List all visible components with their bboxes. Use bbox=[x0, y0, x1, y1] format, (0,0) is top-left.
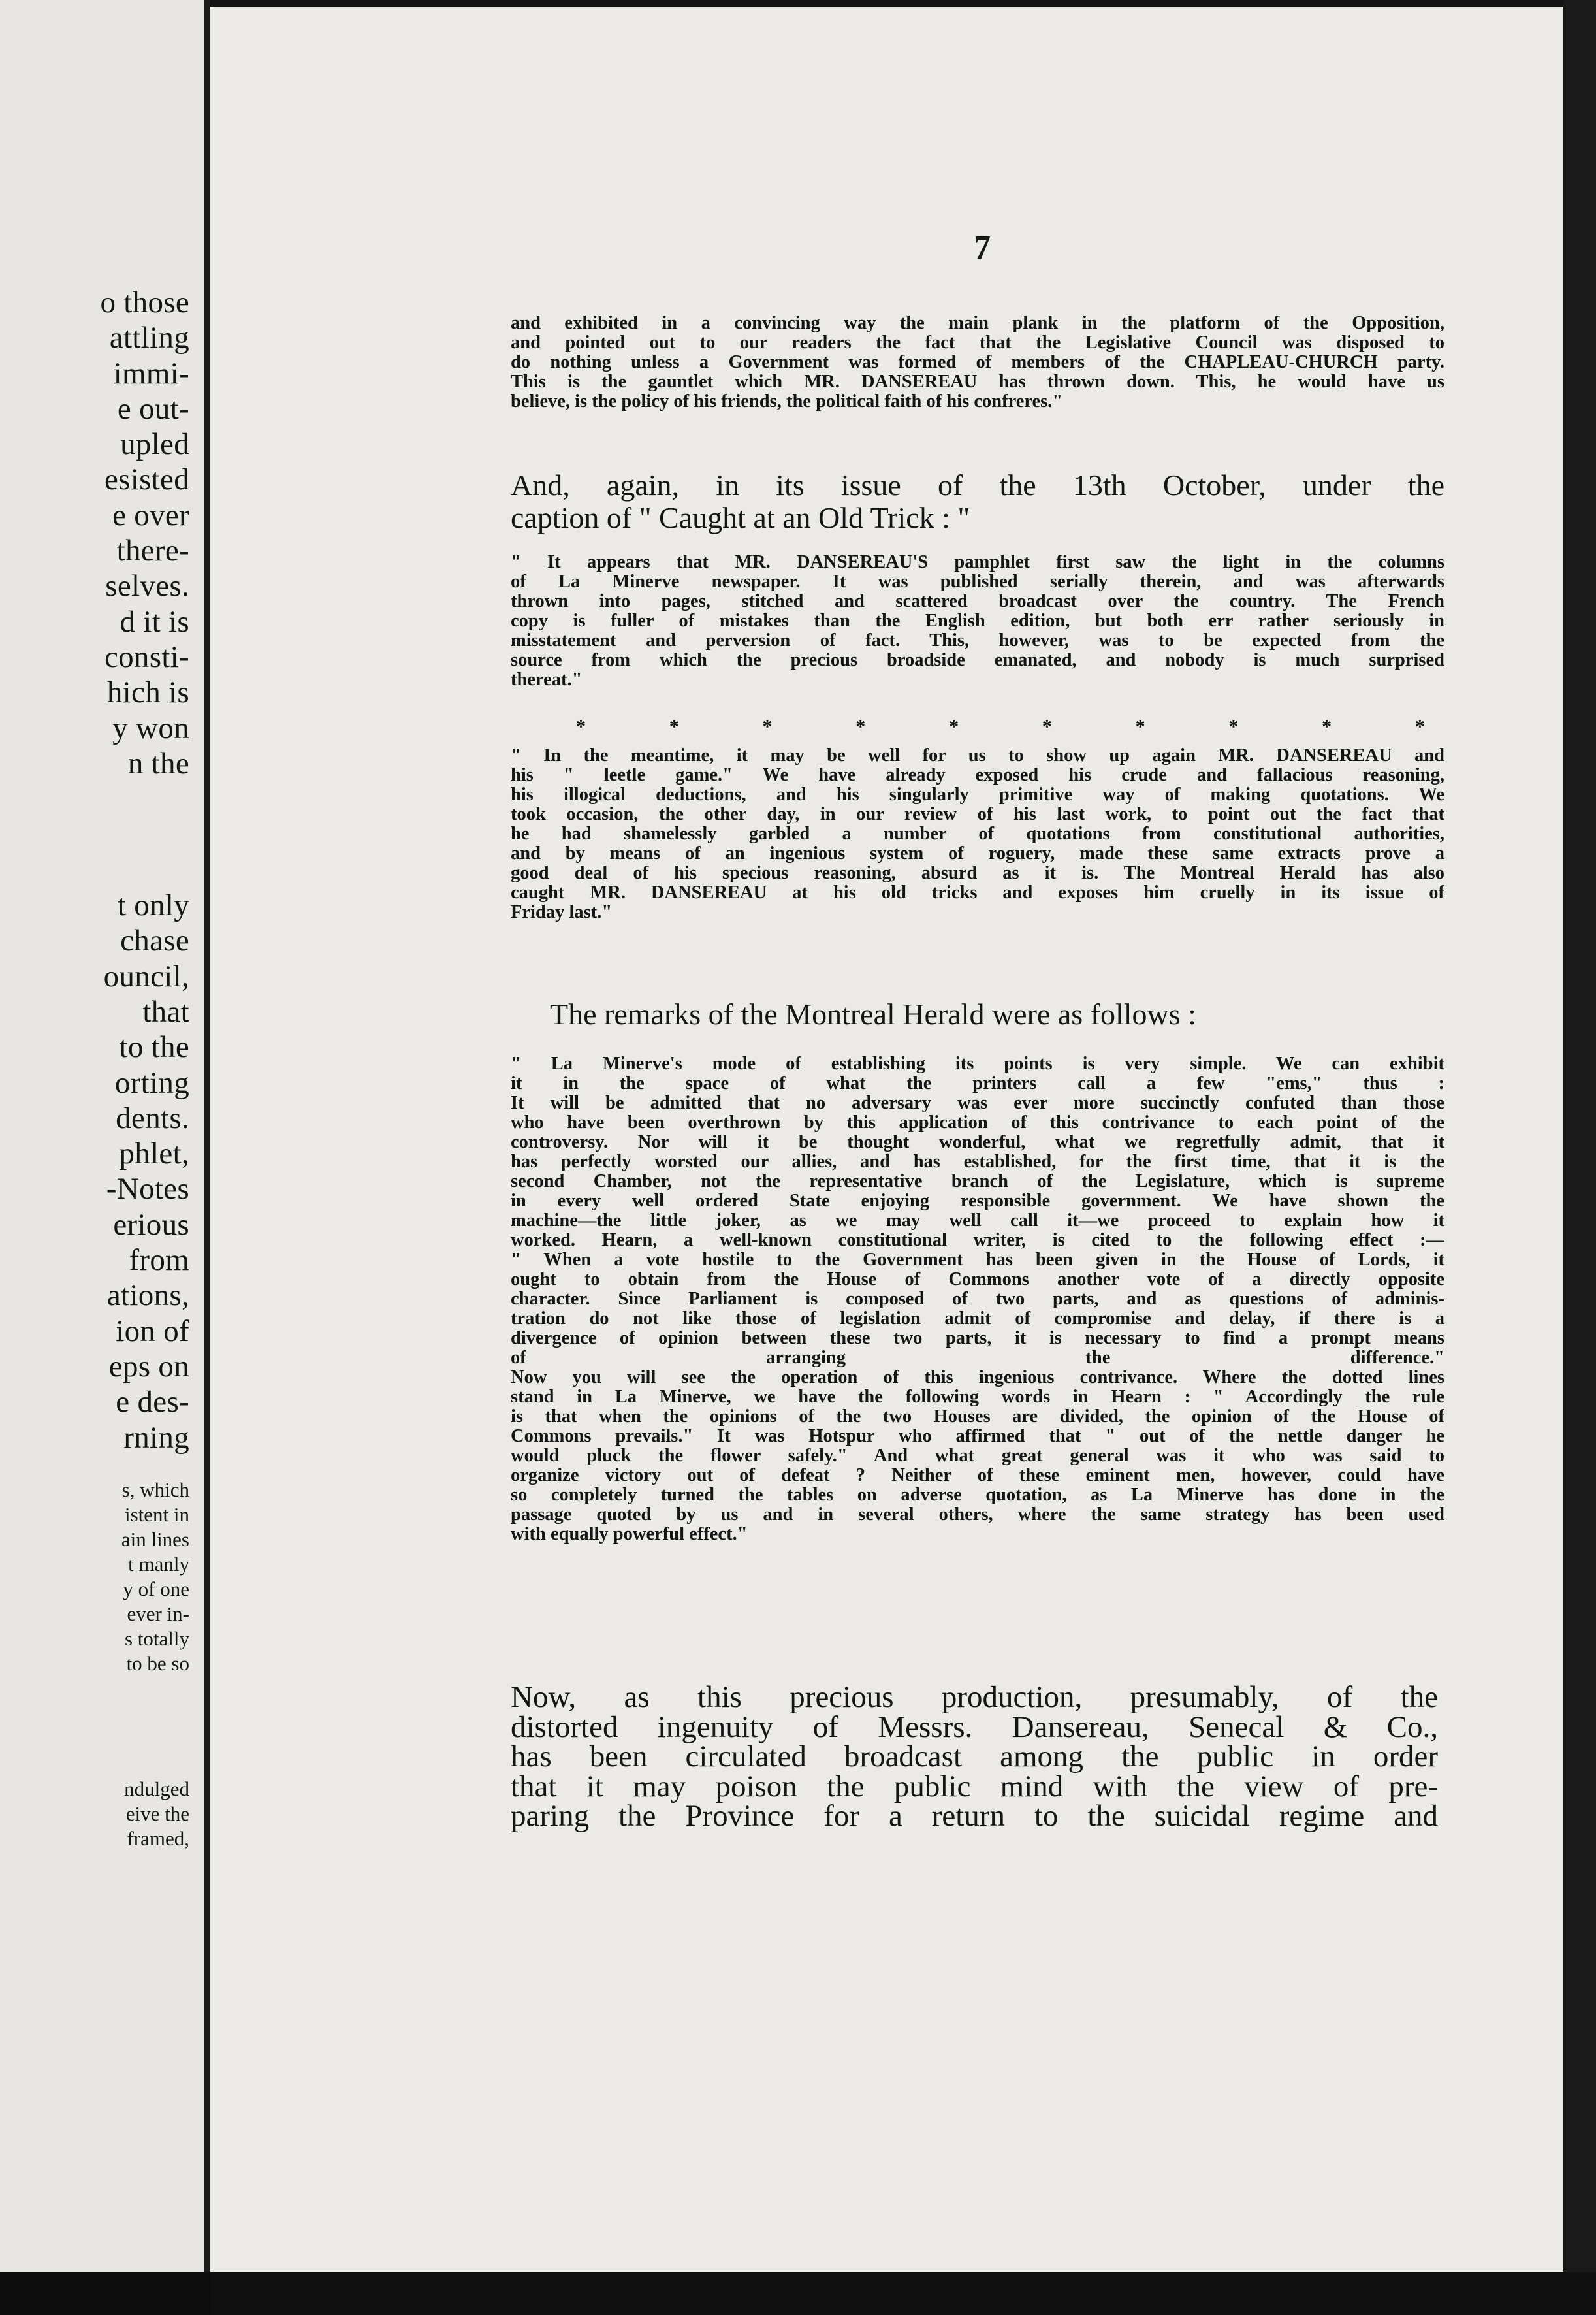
quote-herald-line: Commons prevails." It was Hotspur who affirmed that " out of the nettle danger he bbox=[511, 1427, 1444, 1446]
quote-leetle-game-line: Friday last." bbox=[511, 903, 613, 922]
left-page-footnote-line: y of one bbox=[123, 1578, 189, 1600]
left-page-fragment-line: esisted bbox=[104, 462, 189, 497]
ellipsis-stars-1 bbox=[576, 716, 1425, 738]
quote-herald-line: Now you will see the operation of this ingenious contrivance. Where the dotted lines bbox=[511, 1368, 1444, 1387]
left-page-fragment-line: that bbox=[142, 994, 189, 1029]
ellipsis-star: * bbox=[1135, 716, 1145, 737]
closing-paragraph bbox=[511, 1680, 1438, 1833]
scan-edge-bottom bbox=[210, 2272, 1596, 2315]
left-page-footnote-upper bbox=[121, 1478, 189, 1676]
quote-herald-line: " La Minerve's mode of establishing its points is very simple. We can exhibit bbox=[511, 1054, 1444, 1074]
ellipsis-star: * bbox=[1322, 716, 1332, 737]
left-page-fragment-line: orting bbox=[114, 1065, 189, 1100]
quote-pamphlet bbox=[511, 553, 1444, 690]
quote-herald-line: organize victory out of defeat ? Neither of these eminent men, however, could have bbox=[511, 1466, 1444, 1485]
left-page-fragment-line: chase bbox=[120, 924, 189, 958]
quote-pamphlet-line: misstatement and perversion of fact. This, however, was to be expected from the bbox=[511, 631, 1444, 651]
quote-opposition-plank-line: do nothing unless a Government was formed of members of the CHAPLEAU-CHURCH party. bbox=[511, 353, 1444, 372]
quote-leetle-game-line: good deal of his specious reasoning, absurd as it is. The Montreal Herald has also bbox=[511, 864, 1444, 883]
left-page-fragment-line: o those bbox=[100, 285, 189, 319]
ellipsis-star: * bbox=[1228, 716, 1239, 737]
left-page-fragment-line: -Notes bbox=[106, 1172, 189, 1206]
left-page-fragment-line bbox=[100, 781, 189, 817]
left-page-footnote-line: ever in- bbox=[127, 1602, 189, 1625]
left-page-fragment-line: e out- bbox=[117, 391, 189, 426]
left-page-fragment-line: d it is bbox=[120, 604, 189, 639]
quote-opposition-plank-line: and exhibited in a convincing way the main plank in the platform of the Opposition, bbox=[511, 314, 1444, 333]
left-page-fragment-line: phlet, bbox=[119, 1137, 189, 1171]
closing-paragraph-line: Now, as this precious production, presumably, of the bbox=[511, 1680, 1438, 1714]
left-page-footnote-line: istent in bbox=[124, 1503, 189, 1526]
left-page-fragment-line: n the bbox=[127, 746, 189, 781]
left-page-footnote-line: to be so bbox=[126, 1652, 189, 1675]
quote-leetle-game-line: took occasion, the other day, in our review of his last work, to point out the fact that bbox=[511, 805, 1444, 824]
heading-caught-at-old-trick bbox=[511, 469, 1444, 534]
quote-pamphlet-line: thereat." bbox=[511, 670, 583, 690]
quote-herald-line: with equally powerful effect." bbox=[511, 1525, 748, 1544]
quote-herald-line: is that when the opinions of the two Houses are divided, the opinion of the House of bbox=[511, 1407, 1444, 1427]
heading-herald-remarks-text: The remarks of the Montreal Herald were as follows : bbox=[550, 997, 1196, 1031]
heading-caught-at-old-trick-line: And, again, in its issue of the 13th October, under the bbox=[511, 468, 1444, 502]
left-page-footnote-line: ndulged bbox=[124, 1777, 189, 1800]
quote-herald-line: stand in La Minerve, we have the following words in Hearn : " Accordingly the rule bbox=[511, 1387, 1444, 1407]
quote-pamphlet-line: " It appears that MR. DANSEREAU'S pamphlet first saw the light in the columns bbox=[511, 553, 1444, 572]
quote-leetle-game-line: " In the meantime, it may be well for us to show up again MR. DANSEREAU and bbox=[511, 746, 1444, 766]
quote-opposition-plank-line: believe, is the policy of his friends, the political faith of his confreres." bbox=[511, 392, 1063, 412]
quote-herald-line: divergence of opinion between these two parts, it is necessary to find a prompt means bbox=[511, 1329, 1444, 1348]
ellipsis-star: * bbox=[576, 716, 586, 737]
left-page-fragment bbox=[0, 0, 204, 2272]
quote-leetle-game-line: and by means of an ingenious system of roguery, made these same extracts prove a bbox=[511, 844, 1444, 864]
scan-edge-bottom-left bbox=[0, 2272, 210, 2315]
closing-paragraph-line: has been circulated broadcast among the public in order bbox=[511, 1740, 1438, 1773]
page-number: 7 bbox=[974, 229, 991, 267]
left-page-fragment-line: y won bbox=[112, 711, 189, 745]
left-page-text-upper bbox=[100, 285, 189, 1455]
left-page-footnote-line: framed, bbox=[127, 1827, 189, 1850]
quote-herald-line: character. Since Parliament is composed of two parts, and as questions of adminis- bbox=[511, 1289, 1444, 1309]
quote-herald-line: " When a vote hostile to the Government has been given in the House of Lords, it bbox=[511, 1250, 1444, 1270]
quote-opposition-plank bbox=[511, 314, 1444, 412]
heading-caught-at-old-trick-line: caption of " Caught at an Old Trick : " bbox=[511, 501, 970, 534]
ellipsis-star: * bbox=[1042, 716, 1052, 737]
quote-herald-line: of arranging the difference." bbox=[511, 1348, 1444, 1368]
left-page-footnote-lower bbox=[124, 1777, 189, 1851]
left-page-fragment-line: ouncil, bbox=[103, 959, 189, 994]
left-page-fragment-line: attling bbox=[109, 321, 189, 355]
left-page-fragment-line: consti- bbox=[104, 639, 189, 674]
quote-leetle-game bbox=[511, 746, 1444, 922]
left-page-footnote-line: t manly bbox=[128, 1553, 189, 1576]
left-page-fragment-line: e des- bbox=[116, 1385, 189, 1419]
quote-herald-line: it in the space of what the printers call a few "ems," thus : bbox=[511, 1074, 1444, 1093]
left-page-fragment-line: from bbox=[129, 1243, 189, 1278]
quote-herald-line: would pluck the flower safely." And what great general was it who was said to bbox=[511, 1446, 1444, 1466]
left-page-fragment-line bbox=[100, 817, 189, 852]
left-page-fragment-line bbox=[100, 852, 189, 888]
page-gutter bbox=[204, 0, 210, 2272]
closing-paragraph-line: distorted ingenuity of Messrs. Dansereau, Senecal & Co., bbox=[511, 1709, 1438, 1744]
closing-paragraph-line: that it may poison the public mind with the view of pre- bbox=[511, 1769, 1438, 1804]
quote-herald-line: passage quoted by us and in several others, where the same strategy has been used bbox=[511, 1505, 1444, 1525]
left-page-fragment-line: ations, bbox=[106, 1278, 189, 1313]
quote-leetle-game-line: his " leetle game." We have already exposed his crude and fallacious reasoning, bbox=[511, 766, 1444, 785]
left-page-fragment-line: hich is bbox=[106, 675, 189, 710]
left-page-fragment-line: dents. bbox=[116, 1101, 189, 1135]
ellipsis-star: * bbox=[855, 716, 866, 737]
left-page-footnote-line: s, which bbox=[121, 1478, 189, 1501]
left-page-fragment-line: upled bbox=[120, 427, 189, 462]
page bbox=[210, 7, 1563, 2273]
quote-leetle-game-line: his illogical deductions, and his singularly primitive way of making quotations. We bbox=[511, 785, 1444, 805]
left-page-fragment-line: eps on bbox=[108, 1349, 189, 1384]
quote-pamphlet-line: source from which the precious broadside emanated, and nobody is much surprised bbox=[511, 651, 1444, 670]
left-page-fragment-line: to the bbox=[119, 1030, 189, 1065]
quote-herald-line: who have been overthrown by this application of this contrivance to each point of the bbox=[511, 1113, 1444, 1133]
ellipsis-star: * bbox=[669, 716, 679, 737]
quote-herald-line: ought to obtain from the House of Commons another vote of a directly opposite bbox=[511, 1270, 1444, 1289]
left-page-fragment-line: there- bbox=[116, 534, 189, 568]
left-page-fragment-line: erious bbox=[113, 1207, 189, 1242]
left-page-fragment-line: e over bbox=[112, 498, 189, 532]
left-page-footnote-line: eive the bbox=[125, 1802, 189, 1825]
left-page-footnote-line: s totally bbox=[124, 1627, 189, 1650]
quote-opposition-plank-line: This is the gauntlet which MR. DANSEREAU has thrown down. This, he would have us bbox=[511, 372, 1444, 392]
quote-leetle-game-line: caught MR. DANSEREAU at his old tricks and exposes him cruelly in its issue of bbox=[511, 883, 1444, 903]
quote-pamphlet-line: copy is fuller of mistakes than the English edition, but both err rather seriously in bbox=[511, 611, 1444, 631]
quote-pamphlet-line: of La Minerve newspaper. It was published serially therein, and was afterwards bbox=[511, 572, 1444, 592]
left-page-fragment-line: immi- bbox=[113, 356, 189, 391]
ellipsis-star: * bbox=[949, 716, 959, 737]
left-page-fragment-line: t only bbox=[117, 888, 189, 923]
scan-edge-right bbox=[1563, 0, 1596, 2272]
left-page-fragment-line: ion of bbox=[116, 1314, 189, 1348]
quote-herald-line: tration do not like those of legislation admit of compromise and delay, if there is a bbox=[511, 1309, 1444, 1329]
closing-paragraph-line: paring the Province for a return to the suicidal regime and bbox=[511, 1799, 1438, 1833]
ellipsis-star: * bbox=[762, 716, 773, 737]
ellipsis-star: * bbox=[1414, 716, 1425, 737]
quote-leetle-game-line: he had shamelessly garbled a number of quotations from constitutional authorities, bbox=[511, 824, 1444, 844]
quote-herald-line: controversy. Nor will it be thought wonderful, what we regretfully admit, that it bbox=[511, 1133, 1444, 1152]
quote-herald-line: in every well ordered State enjoying responsible government. We have shown the bbox=[511, 1191, 1444, 1211]
quote-pamphlet-line: thrown into pages, stitched and scattered broadcast over the country. The French bbox=[511, 592, 1444, 611]
quote-herald-line: It will be admitted that no adversary was ever more succinctly confuted than those bbox=[511, 1093, 1444, 1113]
quote-herald-line: worked. Hearn, a well-known constitutional writer, is cited to the following effect :— bbox=[511, 1231, 1444, 1250]
quote-herald-line: machine—the little joker, as we may well call it—we proceed to explain how it bbox=[511, 1211, 1444, 1231]
heading-herald-remarks bbox=[550, 998, 1399, 1031]
left-page-fragment-line: rning bbox=[123, 1420, 189, 1455]
quote-opposition-plank-line: and pointed out to our readers the fact that the Legislative Council was disposed to bbox=[511, 333, 1444, 353]
quote-herald bbox=[511, 1054, 1444, 1544]
left-page-footnote-line: ain lines bbox=[121, 1528, 189, 1551]
left-page-fragment-line: selves. bbox=[105, 569, 189, 604]
quote-herald-line: second Chamber, not the representative branch of the Legislature, which is supreme bbox=[511, 1172, 1444, 1191]
quote-herald-line: so completely turned the tables on adverse quotation, as La Minerve has done in the bbox=[511, 1485, 1444, 1505]
quote-herald-line: has perfectly worsted our allies, and has established, for the first time, that it is the bbox=[511, 1152, 1444, 1172]
